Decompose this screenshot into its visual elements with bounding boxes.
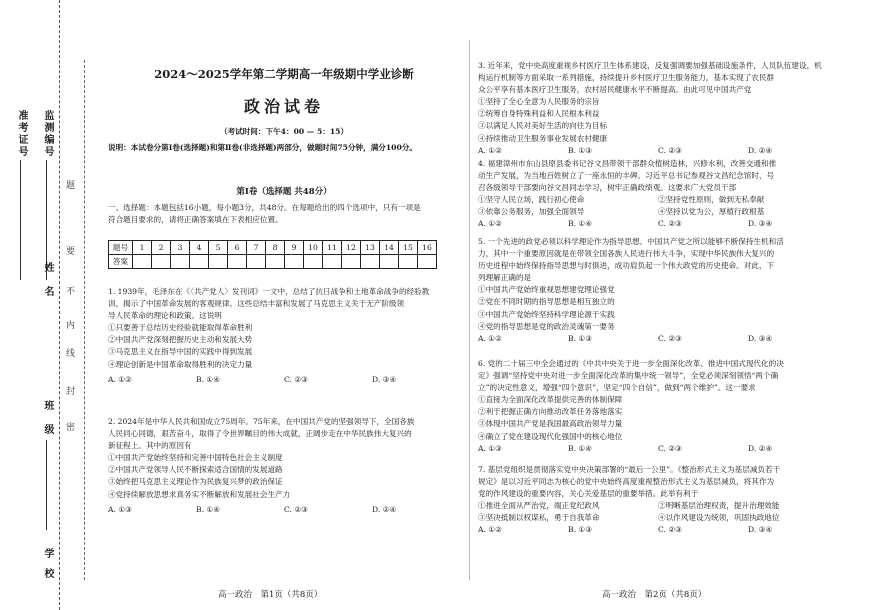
answer-cell[interactable] (228, 255, 247, 269)
question-number: 14 (380, 241, 399, 255)
statement: ④坚持以党为公，厚植行政根基 (658, 207, 765, 217)
option[interactable]: A. ①② (478, 145, 502, 155)
statement: ②明晰基层治理权责，提升治理效能 (658, 501, 780, 511)
question-text: 2. 2024年是中华人民共和国成立75周年。75年来，在中国共产党的坚强领导下，全国各族 (108, 417, 415, 426)
instruction-line: 一、选择题：本题包括16小题，每小题3分，共48分。在每题给出的四个选项中，只有一项是 (108, 203, 421, 212)
option[interactable]: D. ③④ (372, 374, 397, 384)
question-number: 6 (228, 241, 247, 255)
question-3 (478, 60, 838, 157)
statement: ③体现中国共产党是我国最高政治领导力量 (478, 419, 623, 429)
class-line (46, 440, 47, 530)
statement: ①坚持了全心全意为人民服务的宗旨 (478, 97, 600, 107)
option[interactable]: D. ②④ (372, 504, 397, 514)
option[interactable]: B. ①③ (568, 333, 593, 343)
seal-line (84, 60, 85, 580)
answer-cell[interactable] (266, 255, 285, 269)
question-text: 训，揭示了中国革命发展的客观规律。这些总结丰富和发展了马克思主义关于无产阶级领 (108, 299, 405, 309)
question-text: 新征程上。其中的原因有 (108, 441, 192, 451)
statement: ②党在不同时期的指导思想是相互独立的 (478, 297, 615, 307)
question-text: 定》强调“坚持党中央对进一步全面深化改革的集中统一领导”，全党必须深刻领悟“两个确 (478, 371, 779, 381)
question-text: 召各级领导干部要向谷文昌同志学习，树牢正确政绩观。这要求广大党员干部 (478, 183, 737, 193)
statement-row (478, 500, 838, 512)
page-footer-right: 高一政治 第2页（共8页） (602, 590, 707, 600)
question-number: 8 (266, 241, 285, 255)
answer-options (478, 218, 838, 230)
question-number: 4 (190, 241, 209, 255)
exam-no-label: 准考证号 (16, 110, 27, 158)
question-text: 导人民革命的理论和政策。这说明 (108, 311, 222, 321)
question-1 (108, 286, 460, 386)
statement: ④理论创新是中国革命取得胜利的决定力量 (108, 359, 253, 369)
option[interactable]: C. ②③ (658, 145, 682, 155)
statement: ④党持续解放思想求真务实不断解放和发展社会生产力 (108, 489, 291, 499)
statement: ①中国共产党始终坚持和完善中国特色社会主义制度 (108, 453, 283, 463)
question-text: 4. 福建漳州市东山县原县委书记谷文昌带领干部群众植树造林，兴修水利，改善交通和推 (478, 159, 777, 168)
option[interactable]: A. ①② (478, 333, 502, 343)
option[interactable]: A. ①③ (478, 443, 502, 453)
option[interactable]: C. ②③ (658, 443, 682, 453)
question-text: 立”的决定性意义，增强“四个意识”，坚定“四个自信”，做到“两个维护”。这一要求 (478, 383, 756, 393)
question-number: 1 (133, 241, 152, 255)
option[interactable]: D. ②④ (748, 145, 773, 155)
option[interactable]: C. ②③ (284, 504, 308, 514)
option[interactable]: A. ①② (108, 374, 132, 384)
option[interactable]: B. ①④ (196, 374, 221, 384)
question-number: 3 (171, 241, 190, 255)
option[interactable]: A. ①③ (108, 504, 132, 514)
option[interactable]: C. ②③ (658, 333, 682, 343)
statement: ①直接为全面深化改革提供完善的体制保障 (478, 395, 623, 405)
option[interactable]: A. ①② (478, 525, 502, 535)
seal-char: 要 (66, 247, 76, 257)
question-text: 7. 基层党组织是贯彻落实党中央决策部署的“最后一公里”。《整治形式主义为基层减负若干 (478, 465, 781, 474)
answer-table-answer-row (109, 255, 437, 269)
question-5 (478, 236, 838, 345)
statement: ①中国共产党始终重视思想建党理论强党 (478, 285, 615, 295)
answer-cell[interactable] (133, 255, 152, 269)
question-number: 11 (323, 241, 342, 255)
answer-cell[interactable] (323, 255, 342, 269)
answer-cell[interactable] (380, 255, 399, 269)
question-text: 人民同心同德，艰苦奋斗，取得了令世界瞩目的伟大成就，正阔步走在中华民族伟大复兴的 (108, 429, 412, 439)
seal-char: 内 (66, 321, 76, 331)
answer-cell[interactable] (285, 255, 304, 269)
seal-char: 密 (66, 423, 76, 433)
statement: ①推进全面从严治党，端正党纪政风 (478, 501, 600, 511)
question-text: 历史进程中始终保持指导思想与时俱进，成功肩负起一个伟大政党的历史使命。对此，下 (478, 261, 775, 271)
statement-row (478, 512, 838, 524)
answer-cell[interactable] (209, 255, 228, 269)
question-text: 规定》是以习近平同志为核心的党中央始终高度重视整治形式主义为基层减负，将其作为 (478, 477, 775, 487)
statement: ③马克思主义在指导中国的实践中得到发展 (108, 347, 253, 357)
answer-cell[interactable] (171, 255, 190, 269)
option[interactable]: C. ②③ (658, 525, 682, 535)
name-label: 姓名 (42, 262, 53, 310)
statement: ①坚守人民立场，践行初心使命 (478, 195, 585, 205)
answer-table-header-row (109, 241, 437, 255)
option[interactable]: B. ①④ (568, 443, 593, 453)
instructions (108, 202, 460, 226)
question-number: 5 (209, 241, 228, 255)
question-number: 10 (304, 241, 323, 255)
statement: ②利于把握正确方向推动改革任务落地落实 (478, 407, 623, 417)
instruction-line: 符合题目要求的，请将正确答案填在下表相应位置。 (108, 215, 283, 225)
seal-char: 线 (66, 349, 76, 359)
answer-options (478, 145, 838, 157)
question-6 (478, 358, 838, 455)
question-text: 党的作风建设的重要内容，关心关爱基层的重要举措。此举有利于 (478, 489, 699, 499)
binding-margin (0, 0, 60, 610)
option[interactable]: B. ①③ (568, 525, 593, 535)
answer-cell[interactable] (304, 255, 323, 269)
seal-char: 题 (66, 181, 76, 191)
option[interactable]: D. ③④ (748, 333, 773, 343)
option[interactable]: A. ①② (478, 219, 502, 229)
school-label: 学校 (42, 548, 53, 588)
exam-no-line (20, 160, 21, 280)
question-text: 动生产发展，为当地百姓树立了一座永恒的丰碑。习近平总书记参观谷文昌纪念馆时，号 (478, 171, 775, 181)
question-number: 9 (285, 241, 304, 255)
statement: ④确立了党在建设现代化强国中的核心地位 (478, 431, 623, 441)
answer-cell[interactable] (190, 255, 209, 269)
answer-cell[interactable] (361, 255, 380, 269)
statement: ④以作风建设为统领，巩固执政地位 (658, 513, 780, 523)
question-text: 3. 近年来，党中央高度重视乡村医疗卫生体系建设，反复强调要加强基础设施条件，人员队伍建设，机 (478, 61, 822, 70)
statement: ②统筹自身特殊利益和人民根本利益 (478, 109, 600, 119)
answer-cell[interactable] (152, 255, 171, 269)
answer-options (478, 443, 838, 455)
class-label: 班级 (42, 400, 53, 448)
question-text: 列理解正确的是 (478, 273, 532, 283)
question-number: 16 (418, 241, 437, 255)
answer-table (108, 240, 437, 269)
question-text: 力，其中一个重要原因就是在带领全国各族人民进行伟大斗争，实现中华民族伟大复兴的 (478, 249, 775, 259)
option[interactable]: D. ③④ (748, 525, 773, 535)
answer-cell[interactable] (342, 255, 361, 269)
statement: ③以满足人民对美好生活的向往为目标 (478, 121, 608, 131)
answer-options (108, 504, 460, 516)
question-number: 13 (361, 241, 380, 255)
seal-char: 封 (66, 387, 76, 397)
subject-title: 政治试卷 (243, 97, 324, 116)
exam-time: （考试时间：下午4：00 — 5：15） (219, 127, 349, 136)
question-text: 5. 一个先进的政党必须以科学理论作为指导思想。中国共产党之所以能够不断保持生机和活 (478, 237, 784, 246)
answer-cell[interactable] (418, 255, 437, 269)
page-footer-left: 高一政治 第1页（共8页） (218, 590, 323, 600)
statement: ③中国共产党始终坚持科学理论源于实践 (478, 309, 615, 319)
question-number: 2 (152, 241, 171, 255)
question-text: 众公平享有基本医疗卫生服务，农村居民健康水平不断提高。由此可见中国共产党 (478, 85, 752, 95)
question-number: 12 (342, 241, 361, 255)
statement: ②坚持党性原则，做到无私奉献 (658, 195, 765, 205)
question-text: 6. 党的二十届三中全会通过的《中共中央关于进一步全面深化改革、推进中国式现代化的决 (478, 359, 784, 368)
statement: ④持续推动卫生服务事业发展农村健康 (478, 133, 608, 143)
question-text: 构运行机制等方面采取一系列措施，持续提升乡村医疗卫生服务能力，基本实现了农民群 (478, 73, 775, 83)
option[interactable]: B. ①④ (568, 219, 593, 229)
option[interactable]: C. ②③ (284, 374, 308, 384)
question-7 (478, 464, 838, 537)
question-4 (478, 158, 838, 231)
option[interactable]: B. ①④ (196, 504, 221, 514)
statement: ②中国共产党深刻把握历史主动和发展大势 (108, 335, 253, 345)
part1-title: 第Ⅰ卷（选择题 共48分） (236, 187, 332, 197)
answer-options (478, 524, 838, 536)
statement: ①只要善于总结历史经验就能取得革命胜利 (108, 323, 253, 333)
option[interactable]: D. ②④ (748, 443, 773, 453)
option[interactable]: C. ②③ (658, 219, 682, 229)
option[interactable]: B. ①③ (568, 145, 593, 155)
exam-note: 说明：本试卷分第Ⅰ卷(选择题)和第Ⅱ卷(非选择题)两部分，做题时间75分钟，满分100分。 (108, 143, 417, 152)
question-text: 1. 1939年，毛泽东在《〈共产党人〉发刊词》一文中，总结了抗日战争和土地革命战争的经验教 (108, 287, 430, 296)
monitor-no-label: 监测编号 (42, 110, 53, 158)
answer-table-label: 题号 (109, 241, 133, 255)
option[interactable]: D. ③④ (748, 219, 773, 229)
statement: ③坚决抵制以权谋私，勇于自我革命 (478, 513, 600, 523)
question-2 (108, 416, 460, 516)
answer-cell[interactable] (399, 255, 418, 269)
exam-title: 2024～2025学年第二学期高一年级期中学业诊断 (154, 67, 414, 81)
seal-char: 不 (66, 287, 76, 297)
answer-options (478, 333, 838, 345)
statement: ②中国共产党领导人民不断探索适合国情的发展道路 (108, 465, 283, 475)
column-divider (469, 40, 470, 580)
statement: ③依靠公务服务，加强全面领导 (478, 207, 585, 217)
statement: ④党的指导思想是党的政治灵魂第一要务 (478, 321, 615, 331)
statement: ③始终把马克思主义理论作为民族复兴梦的政治保证 (108, 477, 283, 487)
statement-row (478, 206, 838, 218)
answer-row-label: 答案 (109, 255, 133, 269)
statement-row (478, 194, 838, 206)
answer-options (108, 374, 460, 386)
question-number: 15 (399, 241, 418, 255)
question-number: 7 (247, 241, 266, 255)
answer-cell[interactable] (247, 255, 266, 269)
